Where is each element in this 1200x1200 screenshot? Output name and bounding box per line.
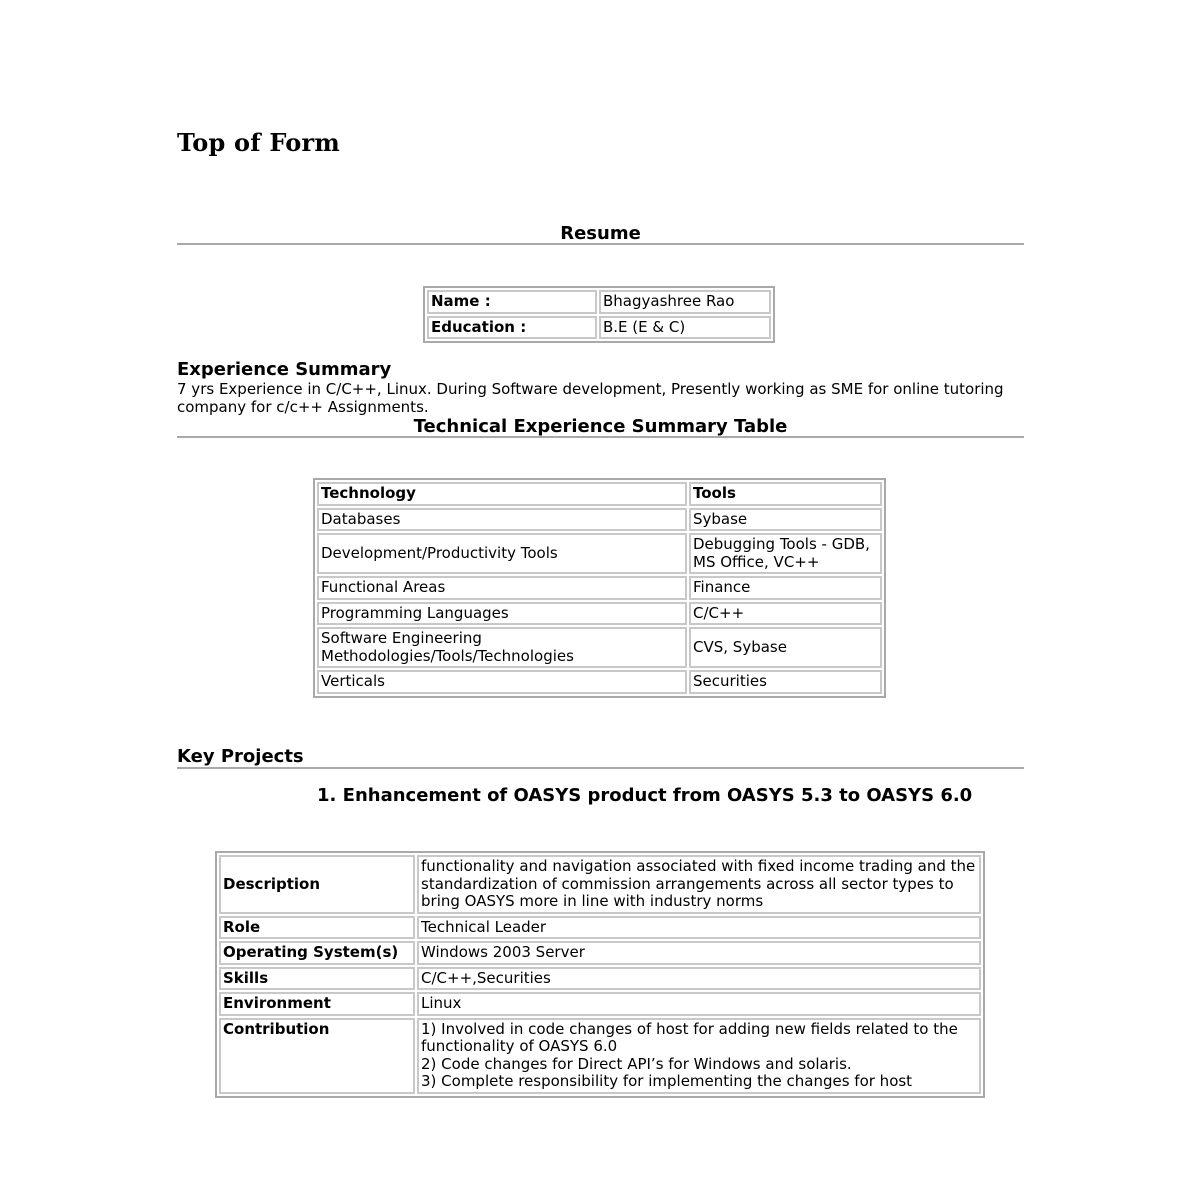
- description-label: Description: [219, 855, 415, 914]
- table-row: [219, 855, 981, 914]
- technology-cell: Verticals: [317, 670, 687, 694]
- table-row: [427, 316, 771, 340]
- os-label: Operating System(s): [219, 941, 415, 965]
- role-value: Technical Leader: [417, 916, 981, 940]
- contribution-value: [417, 1018, 981, 1094]
- education-label: Education :: [427, 316, 597, 340]
- technology-cell: Databases: [317, 508, 687, 532]
- tools-cell: Sybase: [689, 508, 882, 532]
- table-row: [317, 533, 882, 574]
- tools-cell: Finance: [689, 576, 882, 600]
- technology-cell: Development/Productivity Tools: [317, 533, 687, 574]
- table-row: [317, 670, 882, 694]
- technology-cell: Programming Languages: [317, 602, 687, 626]
- personal-info-table: [423, 286, 775, 343]
- skills-label: Skills: [219, 967, 415, 991]
- key-projects-heading: Key Projects: [177, 746, 304, 767]
- education-value: B.E (E & C): [599, 316, 771, 340]
- table-row: [219, 941, 981, 965]
- table-row: [427, 290, 771, 314]
- project-number: 1.: [317, 785, 337, 806]
- technology-cell: Software Engineering Methodologies/Tools/Technologies: [317, 627, 687, 668]
- table-row: [219, 916, 981, 940]
- key-projects-divider: [177, 767, 1024, 769]
- os-value: Windows 2003 Server: [417, 941, 981, 965]
- tools-cell: Securities: [689, 670, 882, 694]
- project-details-table: [215, 851, 985, 1098]
- table-row: [317, 508, 882, 532]
- table-row: [219, 992, 981, 1016]
- contribution-item: 3) Complete responsibility for implementing the changes for host: [421, 1072, 913, 1090]
- contribution-item: 1) Involved in code changes of host for adding new fields related to the functionality of OASYS 6.0: [421, 1019, 958, 1055]
- tech-experience-table: [313, 478, 886, 698]
- tech-divider: [177, 436, 1024, 438]
- table-row: [317, 602, 882, 626]
- tools-cell: Debugging Tools - GDB, MS Office, VC++: [689, 533, 882, 574]
- name-label: Name :: [427, 290, 597, 314]
- environment-value: Linux: [417, 992, 981, 1016]
- table-header-row: [317, 482, 882, 506]
- tools-cell: C/C++: [689, 602, 882, 626]
- resume-title: Resume: [560, 223, 641, 244]
- tools-cell: CVS, Sybase: [689, 627, 882, 668]
- project-title-text: Enhancement of OASYS product from OASYS 5.3 to OASYS 6.0: [342, 785, 973, 806]
- table-row: [317, 627, 882, 668]
- table-row: [317, 576, 882, 600]
- experience-summary-heading: Experience Summary: [177, 359, 392, 380]
- experience-summary-text: 7 yrs Experience in C/C++, Linux. During Software development, Presently working as SME for online tutoring company for c/c++ Assignments.: [177, 380, 1004, 416]
- tech-table-title: Technical Experience Summary Table: [413, 416, 788, 437]
- skills-value: C/C++,Securities: [417, 967, 981, 991]
- contribution-label: Contribution: [219, 1018, 415, 1094]
- table-row: [219, 967, 981, 991]
- description-value: functionality and navigation associated with fixed income trading and the standardization of commission arrangements across all sector types to bring OASYS more in line with industry norms: [417, 855, 981, 914]
- top-of-form-heading: Top of Form: [177, 128, 340, 157]
- resume-divider: [177, 243, 1024, 245]
- environment-label: Environment: [219, 992, 415, 1016]
- table-row: [219, 1018, 981, 1094]
- name-value: Bhagyashree Rao: [599, 290, 771, 314]
- role-label: Role: [219, 916, 415, 940]
- column-header-technology: Technology: [317, 482, 687, 506]
- technology-cell: Functional Areas: [317, 576, 687, 600]
- project-title: [177, 785, 1024, 807]
- contribution-item: 2) Code changes for Direct API’s for Windows and solaris.: [421, 1054, 852, 1073]
- column-header-tools: Tools: [689, 482, 882, 506]
